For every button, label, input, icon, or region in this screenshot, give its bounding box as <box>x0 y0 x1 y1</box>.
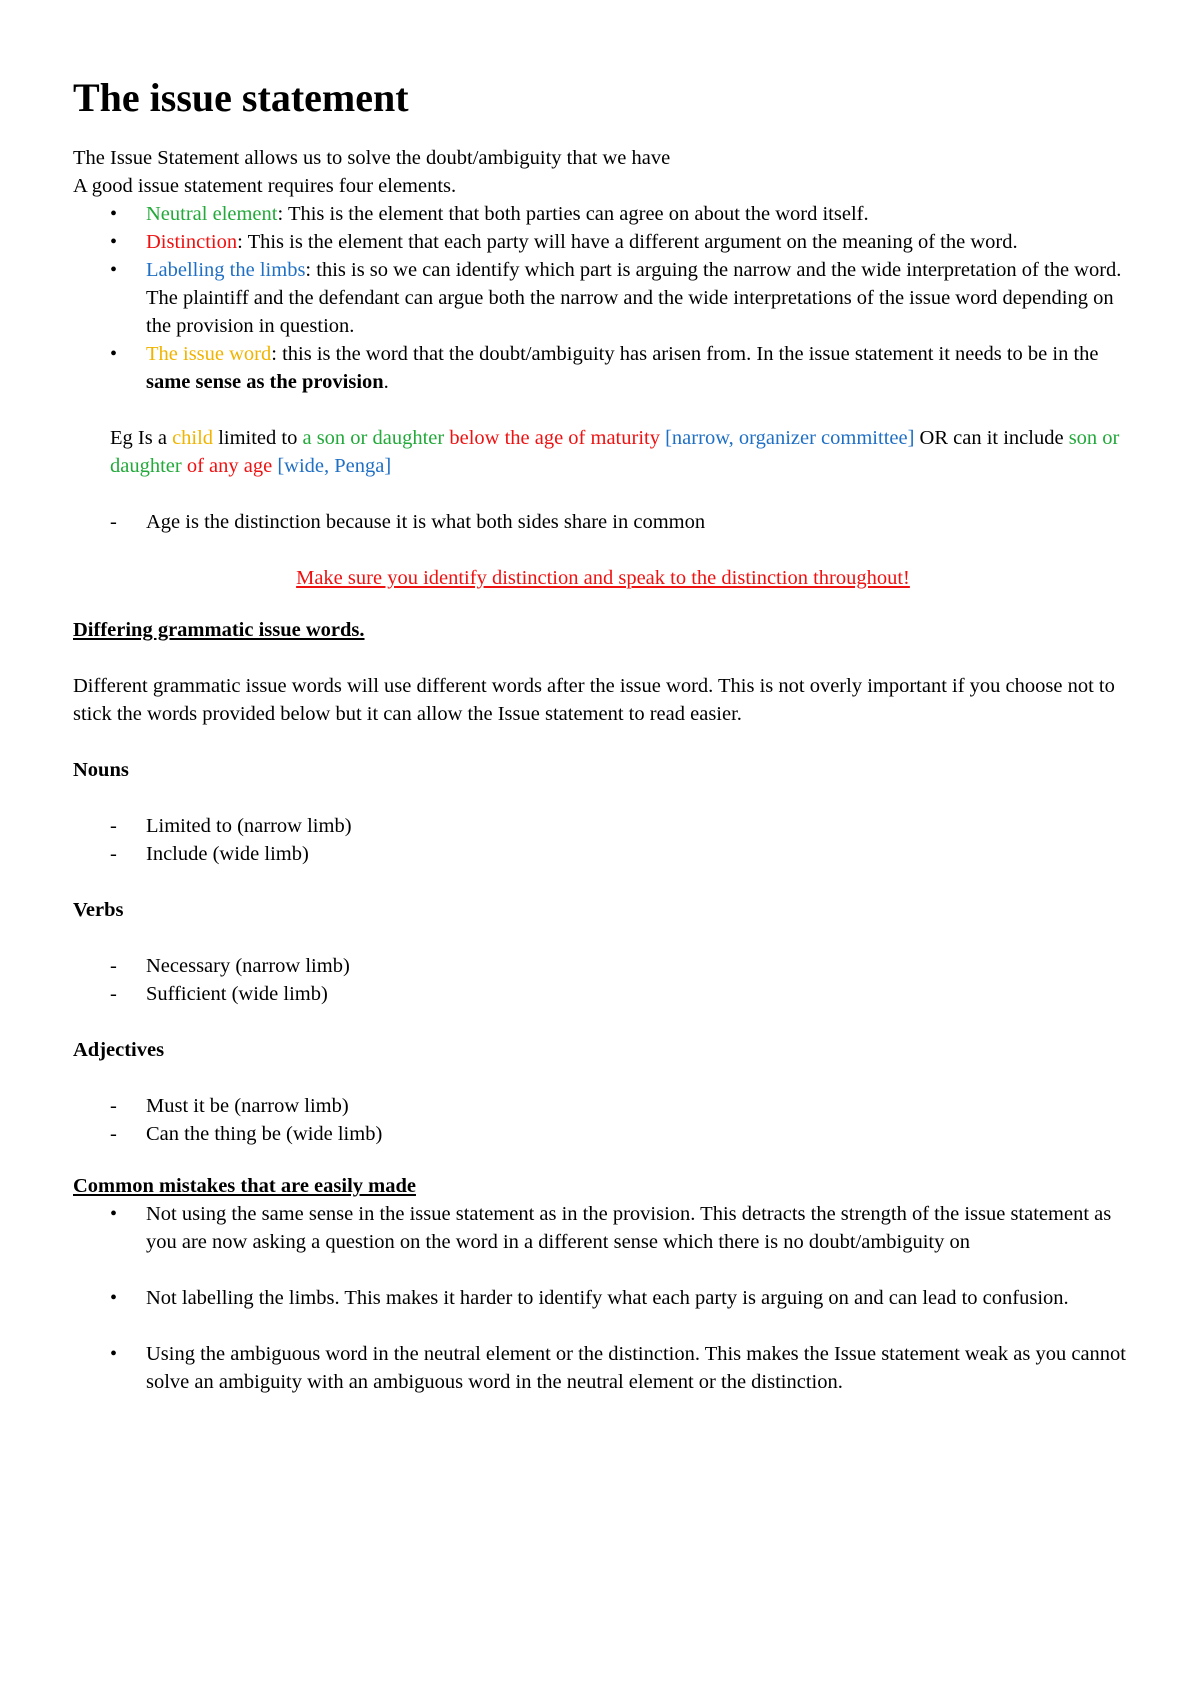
element-label: Labelling the limbs <box>146 259 306 281</box>
grammar-text: Different grammatic issue words will use different words after the issue word. This is not overly important if you choose not to stick the words provided below but it can allow the Issue statement to read easier. <box>73 675 1115 725</box>
list-item: • Not labelling the limbs. This makes it harder to identify what each party is arguing on and can lead to confusion. <box>73 1284 1133 1312</box>
list-item: - Age is the distinction because it is what both sides share in common <box>73 508 1133 536</box>
intro-line-2: A good issue statement requires four elements. <box>73 175 457 197</box>
example-paragraph: Eg Is a child limited to a son or daughter below the age of maturity [narrow, organizer committee] OR can it include son or daughter of any age [wide, Penga] <box>110 427 1120 477</box>
intro-line-1: The Issue Statement allows us to solve the doubt/ambiguity that we have <box>73 147 671 169</box>
list-item: • The issue word: this is the word that the doubt/ambiguity has arisen from. In the issue statement it needs to be in the same sense as the provision. <box>73 340 1133 396</box>
adjectives-list <box>73 1092 1133 1148</box>
verbs-heading: Verbs <box>73 899 124 921</box>
list-item: - Sufficient (wide limb) <box>73 980 1133 1008</box>
list-item: - Necessary (narrow limb) <box>73 952 1133 980</box>
verbs-list <box>73 952 1133 1008</box>
list-item: - Include (wide limb) <box>73 840 1133 868</box>
grammar-heading: Differing grammatic issue words. <box>73 619 365 641</box>
document-content <box>73 74 1133 1396</box>
warning-note: Make sure you identify distinction and speak to the distinction throughout! <box>296 567 910 589</box>
list-item: • Using the ambiguous word in the neutral element or the distinction. This makes the Issue statement weak as you cannot solve an ambiguity with an ambiguous word in the neutral element or the distinction. <box>73 1340 1133 1396</box>
element-label: Neutral element <box>146 203 278 225</box>
age-note-list <box>73 508 1133 536</box>
elements-list <box>73 200 1133 396</box>
list-item: - Can the thing be (wide limb) <box>73 1120 1133 1148</box>
nouns-heading: Nouns <box>73 759 129 781</box>
page-title: The issue statement <box>73 75 409 120</box>
list-item: • Neutral element: This is the element that both parties can agree on about the word itself. <box>73 200 1133 228</box>
mistakes-heading: Common mistakes that are easily made <box>73 1175 416 1197</box>
intro <box>73 144 1133 200</box>
mistakes-list <box>73 1200 1133 1396</box>
adjectives-heading: Adjectives <box>73 1039 165 1061</box>
nouns-list <box>73 812 1133 868</box>
list-item: • Labelling the limbs: this is so we can identify which part is arguing the narrow and the wide interpretation of the word. The plaintiff and the defendant can argue both the narrow and the wide interpretations of the issue word depending on the provision in question. <box>73 256 1133 340</box>
element-label: The issue word <box>146 343 272 365</box>
list-item: - Must it be (narrow limb) <box>73 1092 1133 1120</box>
list-item: • Not using the same sense in the issue statement as in the provision. This detracts the strength of the issue statement as you are now asking a question on the word in a different sense which there is no doubt/ambiguity on <box>73 1200 1133 1256</box>
list-item: - Limited to (narrow limb) <box>73 812 1133 840</box>
list-item: • Distinction: This is the element that each party will have a different argument on the meaning of the word. <box>73 228 1133 256</box>
element-label: Distinction <box>146 231 238 253</box>
